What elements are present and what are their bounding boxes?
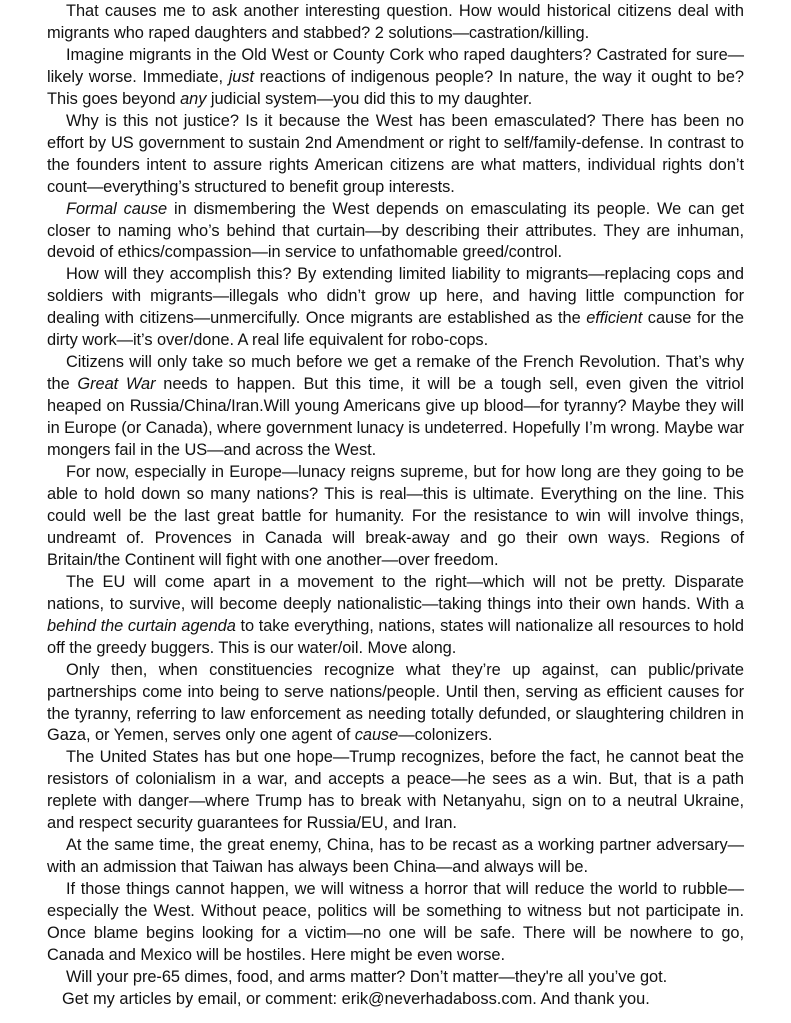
paragraph-10	[47, 747, 744, 835]
paragraph-text: judicial system—you did this to my daughter.	[206, 89, 533, 108]
paragraph-13	[47, 967, 744, 989]
paragraph-text: —colonizers.	[398, 726, 493, 745]
paragraph-9	[47, 660, 744, 748]
emphasis-text: Formal cause	[66, 199, 168, 218]
paragraph-6	[47, 352, 744, 462]
paragraph-text: The EU will come apart in a movement to the right—which will not be pretty. Disparate nations, to survive, will become deeply nationalistic—taking things into their own hands. With a	[47, 572, 744, 613]
footer-contact-line: Get my articles by email, or comment: erik@neverhadaboss.com. And thank you.	[62, 989, 650, 1008]
paragraph-text: At the same time, the great enemy, China, has to be recast as a working partner adversary—with an admission that Taiwan has always been China—and always will be.	[47, 836, 744, 877]
paragraph-1	[47, 1, 744, 45]
paragraph-text: to take everything, nations, states will nationalize all resources to hold off the greedy buggers. This is our water/oil. Move along.	[47, 616, 744, 657]
emphasis-text: behind the curtain agenda	[47, 616, 236, 635]
paragraph-text: How will they accomplish this? By extending limited liability to migrants—replacing cops and soldiers with migrants—illegals who didn’t grow up here, and having little compunction for dealing with citizens—unmercifully. Once migrants are established as the	[47, 265, 744, 328]
paragraph-4	[47, 199, 744, 265]
paragraph-text: reactions of indigenous people? In nature, the way it ought to be? This goes beyond	[47, 67, 744, 108]
paragraph-2	[47, 45, 744, 111]
paragraph-text: Imagine migrants in the Old West or County Cork who raped daughters? Castrated for sure—likely worse. Immediate,	[47, 45, 744, 86]
paragraph-12	[47, 879, 744, 967]
paragraph-text: cause for the dirty work—it’s over/done. A real life equivalent for robo-cops.	[47, 309, 744, 350]
emphasis-text: Great War	[77, 375, 156, 394]
paragraph-7	[47, 462, 744, 572]
paragraph-5	[47, 264, 744, 352]
paragraph-text: If those things cannot happen, we will witness a horror that will reduce the world to rubble—especially the West. Without peace, politics will be something to witness but not participate in. Once blame begins looking for a victim—no one will be safe. There will be nowhere to go, Canada and Mexico will be hostiles. Here might be even worse.	[47, 880, 744, 964]
paragraph-3	[47, 111, 744, 199]
paragraph-text: Citizens will only take so much before we get a remake of the French Revolution. That’s why the	[47, 353, 744, 394]
paragraph-text: Only then, when constituencies recognize what they’re up against, can public/private partnerships come into being to serve nations/people. Until then, serving as efficient causes for the tyranny, referring to law enforcement as needing totally defunded, or slaughtering children in Gaza, or Yemen, serves only one agent of	[47, 660, 744, 745]
paragraph-text: That causes me to ask another interesting question. How would historical citizens deal with migrants who raped daughters and stabbed? 2 solutions—castration/killing.	[47, 2, 744, 42]
paragraph-8	[47, 572, 744, 660]
paragraph-text: Why is this not justice? Is it because the West has been emasculated? There has been no effort by US government to sustain 2nd Amendment or right to self/family-defense. In contrast to the founders intent to assure rights American citizens are what matters, individual rights don’t count—everything’s structured to benefit group interests.	[47, 111, 744, 196]
article-body	[47, 1, 744, 989]
emphasis-text: cause	[354, 726, 399, 745]
emphasis-text: just	[228, 67, 255, 86]
paragraph-text: in dismembering the West depends on emasculating its people. We can get closer to naming who’s behind that curtain—by describing their attributes. They are inhuman, devoid of ethics/compassion—in service to unfathomable greed/control.	[47, 199, 744, 262]
paragraph-text: For now, especially in Europe—lunacy reigns supreme, but for how long are they going to be able to hold down so many nations? This is real—this is ultimate. Everything on the line. This could well be the last great battle for humanity. For the resistance to win will involve things, undreamt of. Provences in Canada will break-away and go their own ways. Regions of Britain/the Continent will fight with one another—over freedom.	[47, 463, 744, 569]
paragraph-text: Will your pre-65 dimes, food, and arms matter? Don’t matter—they're all you’ve got.	[66, 967, 668, 986]
paragraph-text: The United States has but one hope—Trump recognizes, before the fact, he cannot beat the resistors of colonialism in a war, and accepts a peace—he sees as a win. But, that is a path replete with danger—where Trump has to break with Netanyahu, sign on to a neutral Ukraine, and respect security guarantees for Russia/EU, and Iran.	[47, 748, 744, 833]
emphasis-text: any	[180, 89, 207, 108]
paragraph-11	[47, 835, 744, 879]
emphasis-text: efficient	[586, 309, 643, 328]
paragraph-text: needs to happen. But this time, it will be a tough sell, even given the vitriol heaped on Russia/China/Iran.Will young Americans give up blood—for tyranny? Maybe they will in Europe (or Canada), where government lunacy is undeterred. Hopefully I’m wrong. Maybe war mongers fail in the US—and across the West.	[47, 375, 744, 460]
